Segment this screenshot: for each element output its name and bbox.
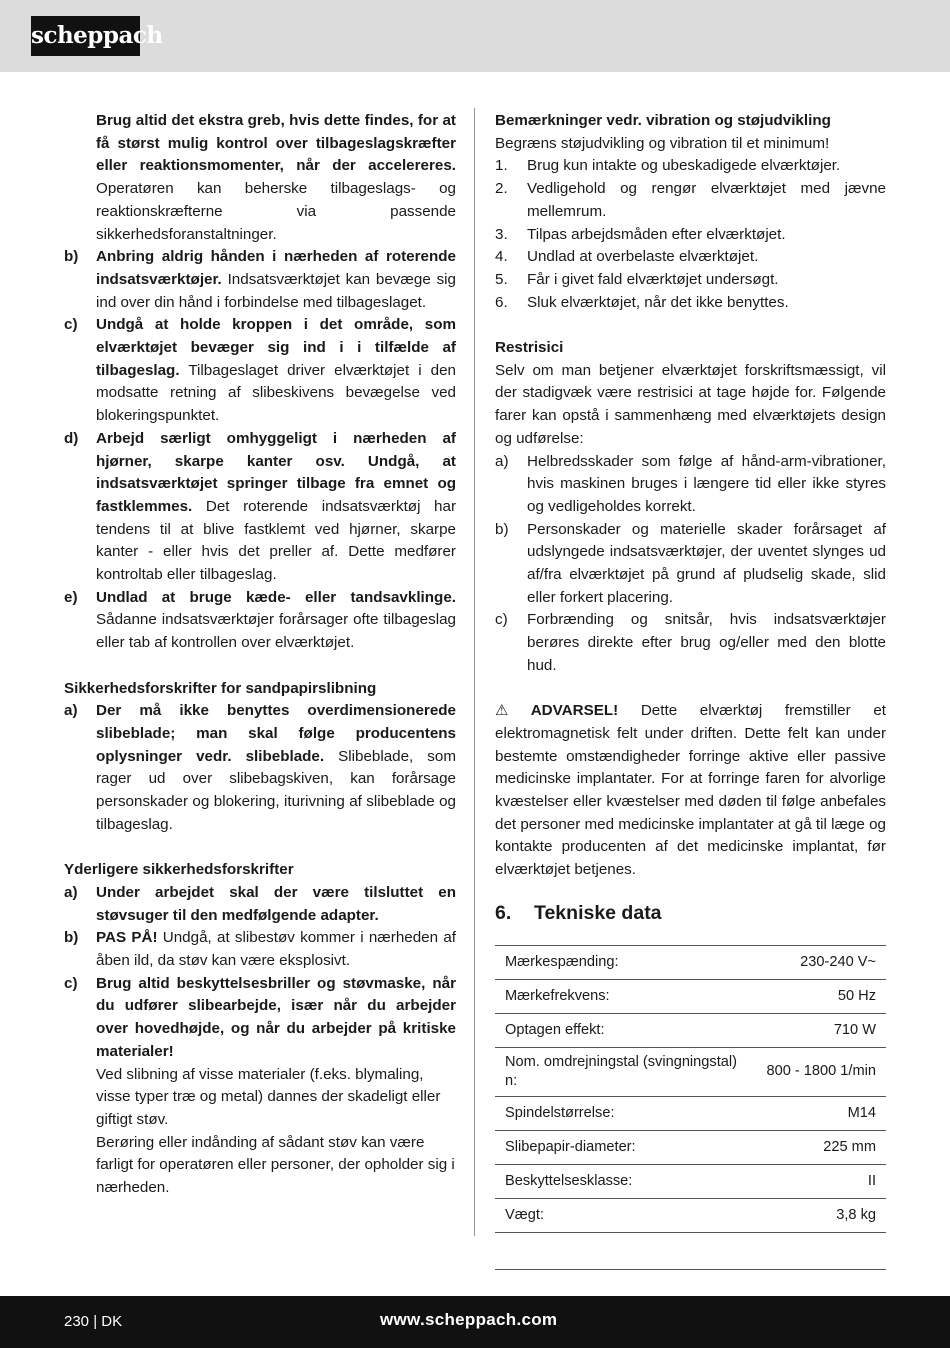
residual-risks-intro: Selv om man betjener elværktøjet forskriftsmæssigt, vil der stadigvæk være restrisici at tage højde for. Følgende farer kan opstå i sammenhæng med elværktøjets design og udførelse: xyxy=(495,361,886,447)
list-item: b) PAS PÅ! Undgå, at slibestøv kommer i nærheden af åben ild, da støv kan være eksplosivt. xyxy=(64,929,456,969)
scheppach-logo: scheppach xyxy=(31,16,140,56)
table-row: Spindelstørrelse: M14 xyxy=(495,1096,886,1130)
list-item: e) Undlad at bruge kæde- eller tandsavklinge. Sådanne indsatsværktøjer forårsager ofte tilbageslag eller tab af kontrollen over elværktøjet. xyxy=(64,588,456,652)
page-number: 230 | DK xyxy=(64,1313,123,1330)
list-item: Brug altid det ekstra greb, hvis dette findes, for at få størst mulig kontrol over tilbageslagskræfter eller reaktionsmomenter, når der accelereres. Operatøren kan beherske tilbageslags- og reaktionskræfterne via passende sikkerhedsforanstaltninger. xyxy=(96,112,456,243)
residual-risks-heading: Restrisici xyxy=(495,339,564,357)
list-item: 6. Sluk elværktøjet, når det ikke benyttes. xyxy=(495,293,789,311)
vibration-intro: Begræns støjudvikling og vibration til et minimum! xyxy=(495,134,830,152)
left-column xyxy=(64,110,456,1200)
list-item: 5. Får i givet fald elværktøjet undersøgt. xyxy=(495,270,779,288)
list-item: c) Forbrænding og snitsår, hvis indsatsværktøjer berøres direkte efter brug og/eller med den blotte hud. xyxy=(495,611,886,674)
warning-triangle-icon: ⚠ xyxy=(495,702,509,720)
column-divider xyxy=(474,108,475,1236)
paragraph: Berøring eller indånding af sådant støv kan være farligt for operatøren eller personer, der opholder sig i nærheden. xyxy=(96,1133,455,1197)
warning-paragraph: ⚠ ADVARSEL! Dette elværktøj fremstiller et elektromagnetisk felt under driften. Dette felt kan under bestemte omstændigheder forringe aktive eller passive medicinske implantater. For at forringe faren for alvorlige kvæstelser eller kvæstelser med døden til følge anbefales det personer med medicinske implantater at gå til læge og kontakte producenten af det medicinske implantat, før elværktøjet betjenes. xyxy=(495,702,887,879)
list-item: c) Brug altid beskyttelsesbriller og støvmaske, når du udfører slibearbejde, især når du arbejder over hovedhøjde, og når du arbejder på kritiske materialer! xyxy=(64,974,456,1060)
list-item: a) Helbredsskader som følge af hånd-arm-vibrationer, hvis maskinen bruges i længere tid eller ikke styres og vedligeholdes korrekt. xyxy=(495,452,886,515)
list-item: 3. Tilpas arbejdsmåden efter elværktøjet. xyxy=(495,225,786,243)
table-row: Slibepapir-diameter: 225 mm xyxy=(495,1130,886,1164)
page-header xyxy=(0,0,950,72)
tech-data-table xyxy=(495,945,886,1233)
website-url: www.scheppach.com xyxy=(380,1310,558,1329)
table-row: Optagen effekt: 710 W xyxy=(495,1013,886,1047)
right-column xyxy=(495,110,886,1270)
vibration-heading: Bemærkninger vedr. vibration og støjudvikling xyxy=(495,112,831,129)
list-item: b) Anbring aldrig hånden i nærheden af roterende indsatsværktøjer. Indsatsværktøjet kan bevæge sig ind over din hånd i forbindelse med tilbageslaget. xyxy=(64,248,456,311)
list-item: 4. Undlad at overbelaste elværktøjet. xyxy=(495,248,759,266)
list-item: b) Personskader og materielle skader forårsaget af udslyngede indsatsværktøjer, der uventet slynges ud af/fra elværktøjet på grund af pludselig skade, slid eller forkert placering. xyxy=(495,520,886,606)
divider xyxy=(495,1269,886,1270)
list-item: a) Der må ikke benyttes overdimensionerede slibeblade; man skal følge producentens oplysninger vedr. slibeblade. Slibeblade, som rager ud over slibebagskiven, kan forårsage personskader og blokering, iturivning af slibeblade og tilbageslag. xyxy=(64,702,456,833)
table-row: Nom. omdrejningstal (svingningstal) n: 800 - 1800 1/min xyxy=(495,1047,886,1096)
page-footer xyxy=(0,1296,950,1348)
table-row: Mærkefrekvens: 50 Hz xyxy=(495,979,886,1013)
sand-heading: Sikkerhedsforskrifter for sandpapirslibning xyxy=(64,679,377,697)
list-item: d) Arbejd særligt omhyggeligt i nærheden af hjørner, skarpe kanter osv. Undgå, at indsatsværktøjet springer tilbage fra emnet og fastklemmes. Det roterende indsatsværktøj har tendens til at blive fastklemt ved hjørner, skarpe kanter - eller hvis det preller af. Dette medfører kontroltab eller tilbageslag. xyxy=(64,429,456,584)
table-row: Vægt: 3,8 kg xyxy=(495,1198,886,1232)
list-item: 2. Vedligehold og rengør elværktøjet med jævne mellemrum. xyxy=(495,180,886,220)
table-row: Mærkespænding: 230-240 V~ xyxy=(495,945,886,979)
list-item: c) Undgå at holde kroppen i det område, som elværktøjet bevæger sig ind i i tilfælde af tilbageslag. Tilbageslaget driver elværktøjet i den modsatte retning af slibeskivens bevægelse ved blokeringspunktet. xyxy=(64,316,456,425)
list-item: a) Under arbejdet skal der være tilsluttet en støvsuger til den medfølgende adapter. xyxy=(64,883,456,924)
table-row: Beskyttelsesklasse: II xyxy=(495,1164,886,1198)
paragraph: Ved slibning af visse materialer (f.eks. blymaling, visse typer træ og metal) dannes der skadeligt eller giftigt støv. xyxy=(96,1065,441,1128)
list-item: 1. Brug kun intakte og ubeskadigede elværktøjer. xyxy=(495,157,841,175)
extra-heading: Yderligere sikkerhedsforskrifter xyxy=(64,861,294,879)
tech-data-title: 6. Tekniske data xyxy=(495,901,662,924)
